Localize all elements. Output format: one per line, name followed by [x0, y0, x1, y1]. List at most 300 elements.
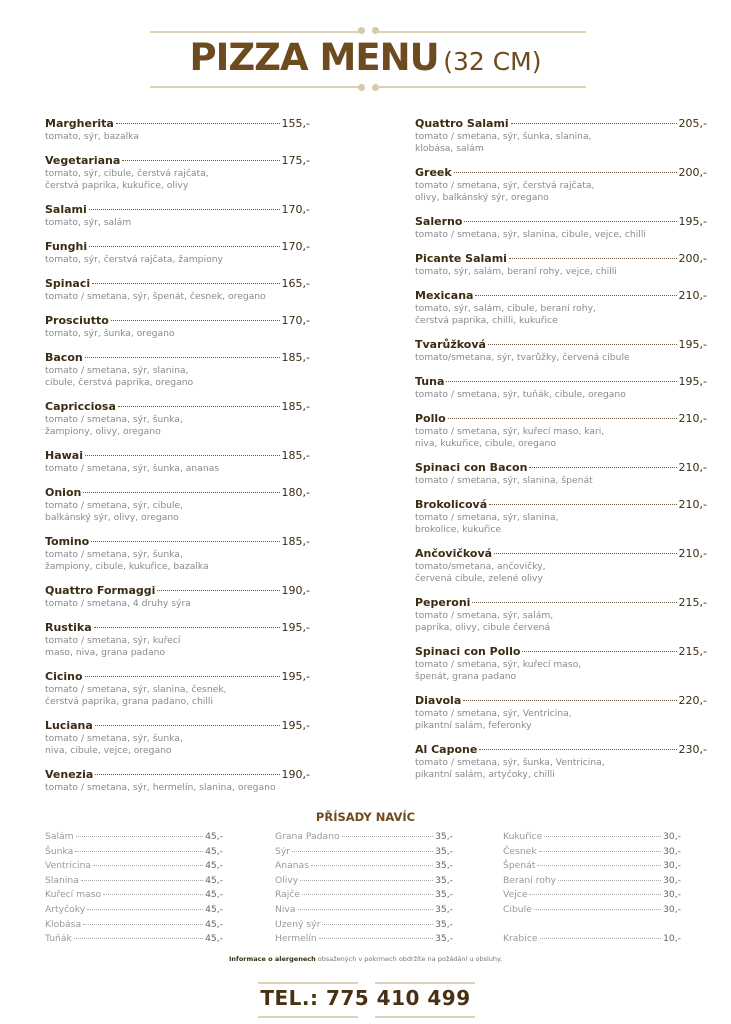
menu-item-header	[415, 117, 707, 131]
extra-name: Klobása	[45, 918, 82, 930]
phone-bottom-rule-right	[375, 1016, 475, 1018]
pizza-price: 195,-	[678, 375, 707, 388]
pizza-price: 195,-	[281, 621, 310, 634]
menu-item	[415, 743, 707, 781]
dot-leader	[472, 602, 676, 603]
menu-item	[45, 621, 310, 659]
menu-item-header	[415, 375, 707, 389]
pizza-price: 215,-	[678, 596, 707, 609]
pizza-name: Onion	[45, 486, 82, 499]
menu-item	[415, 547, 707, 585]
dot-leader	[111, 320, 280, 321]
extra-item	[275, 932, 453, 947]
allergen-note	[0, 955, 731, 963]
pizza-ingredients: paprika, olivy, cibule červená	[415, 622, 551, 633]
pizza-ingredients: tomato / smetana, sýr, slanina, česnek,	[45, 684, 227, 695]
extra-price: 35,-	[435, 903, 453, 915]
pizza-price: 155,-	[281, 117, 310, 130]
pizza-price: 215,-	[678, 645, 707, 658]
pizza-ingredients: tomato / smetana, sýr, salám,	[415, 610, 554, 621]
extra-item	[45, 859, 223, 874]
dot-leader	[454, 172, 677, 173]
pizza-name: Tvarůžková	[415, 338, 486, 351]
pizza-price: 210,-	[678, 289, 707, 302]
pizza-name: Tomino	[45, 535, 90, 548]
dot-leader	[83, 492, 279, 493]
pizza-ingredients: olivy, balkánský sýr, oregano	[415, 192, 549, 203]
pizza-ingredients: tomato / smetana, sýr, hermelín, slanina, oregano	[45, 782, 276, 793]
extra-price: 35,-	[435, 831, 453, 842]
pizza-ingredients: pikantní salám, artyčoky, chilli	[415, 769, 555, 780]
dot-leader	[95, 774, 279, 775]
dot-leader	[95, 725, 280, 726]
pizza-ingredients: tomato / smetana, sýr, čerstvá rajčata,	[415, 180, 595, 191]
pizza-ingredients: tomato / smetana, sýr, slanina,	[415, 512, 559, 523]
extra-item	[503, 830, 681, 845]
pizza-ingredients: tomato / smetana, sýr, tuňák, cibule, oregano	[415, 389, 626, 400]
extra-name: Kuřecí maso	[45, 889, 102, 901]
menu-item	[415, 338, 707, 364]
pizza-ingredients: tomato / smetana, sýr, Ventricina,	[415, 708, 572, 719]
pizza-ingredients: tomato/smetana, sýr, tvarůžky, červená cibule	[415, 352, 630, 363]
pizza-price: 190,-	[281, 768, 310, 781]
dot-leader	[509, 258, 677, 259]
page-title	[0, 36, 731, 79]
pizza-name: Greek	[415, 166, 452, 179]
extra-name: Ventricina	[45, 860, 92, 872]
extra-price: 45,-	[205, 874, 223, 886]
menu-item-header	[415, 215, 707, 229]
dot-leader	[494, 553, 676, 554]
extra-item	[45, 845, 223, 860]
pizza-price: 170,-	[281, 314, 310, 327]
dot-leader	[529, 894, 661, 895]
pizza-price: 170,-	[281, 240, 310, 253]
pizza-list-left	[45, 117, 310, 805]
extra-item	[503, 932, 681, 947]
menu-item-header	[45, 719, 310, 733]
pizza-name: Mexicana	[415, 289, 474, 302]
extra-name: Grana Padano	[275, 831, 340, 842]
pizza-name: Capricciosa	[45, 400, 116, 413]
pizza-ingredients: tomato / smetana, sýr, slanina,	[45, 365, 189, 376]
extra-price: 30,-	[663, 845, 681, 857]
dot-leader	[464, 221, 676, 222]
menu-item-header	[45, 584, 310, 598]
pizza-price: 185,-	[281, 535, 310, 548]
pizza-price: 200,-	[678, 252, 707, 265]
pizza-name: Quattro Formaggi	[45, 584, 156, 597]
pizza-ingredients: tomato / smetana, sýr, slanina, cibule, vejce, chilli	[415, 229, 646, 240]
pizza-price: 190,-	[281, 584, 310, 597]
phone-number: TEL.: 775 410 499	[260, 986, 471, 1010]
pizza-price: 210,-	[678, 498, 707, 511]
pizza-ingredients: žampiony, olivy, oregano	[45, 426, 161, 437]
menu-item	[45, 400, 310, 438]
extras-spacer	[503, 918, 681, 933]
dot-leader	[94, 627, 280, 628]
menu-item	[415, 215, 707, 241]
extra-name: Uzený sýr	[275, 918, 321, 930]
pizza-ingredients: tomato, sýr, salám, beraní rohy, vejce, chilli	[415, 266, 617, 277]
extra-price: 45,-	[205, 933, 223, 945]
dot-leader	[558, 880, 661, 881]
extra-name: Špenát	[503, 860, 536, 872]
extra-item	[503, 859, 681, 874]
pizza-name: Spinaci	[45, 277, 91, 290]
dot-leader	[475, 295, 676, 296]
pizza-name: Margherita	[45, 117, 114, 130]
dot-leader	[540, 938, 662, 939]
title-main: PIZZA MENU	[189, 36, 439, 79]
pizza-ingredients: tomato, sýr, cibule, čerstvá rajčata,	[45, 168, 209, 179]
pizza-ingredients: tomato / smetana, 4 druhy sýra	[45, 598, 191, 609]
menu-item-header	[45, 117, 310, 131]
pizza-name: Brokolicová	[415, 498, 488, 511]
extra-item	[503, 845, 681, 860]
pizza-ingredients: čerstvá paprika, chilli, kukuřice	[415, 315, 558, 326]
menu-item	[415, 412, 707, 450]
pizza-ingredients: tomato, sýr, salám	[45, 217, 132, 228]
menu-item	[45, 486, 310, 524]
extra-name: Sýr	[275, 845, 291, 857]
title-ornament	[358, 84, 365, 91]
pizza-ingredients: pikantní salám, feferonky	[415, 720, 532, 731]
menu-item-header	[415, 461, 707, 475]
pizza-ingredients: klobása, salám	[415, 143, 484, 154]
pizza-ingredients: tomato / smetana, sýr, slanina, špenát	[415, 475, 593, 486]
extra-price: 35,-	[435, 860, 453, 872]
extra-name: Cibule	[503, 903, 532, 915]
extra-item	[45, 888, 223, 903]
pizza-ingredients: tomato / smetana, sýr, šunka, slanina,	[415, 131, 592, 142]
extra-name: Ananas	[275, 860, 309, 872]
dot-leader	[479, 749, 676, 750]
pizza-ingredients: tomato/smetana, ančovičky,	[415, 561, 546, 572]
dot-leader	[534, 909, 661, 910]
dot-leader	[446, 381, 676, 382]
menu-item	[415, 375, 707, 401]
dot-leader	[300, 880, 433, 881]
dot-leader	[463, 700, 676, 701]
menu-item-header	[415, 289, 707, 303]
dot-leader	[103, 894, 203, 895]
menu-item-header	[45, 621, 310, 635]
extra-price: 10,-	[663, 933, 681, 945]
dot-leader	[122, 160, 279, 161]
pizza-price: 205,-	[678, 117, 707, 130]
extras-column	[503, 830, 681, 947]
pizza-ingredients: tomato, sýr, bazalka	[45, 131, 139, 142]
pizza-price: 195,-	[678, 338, 707, 351]
menu-item-header	[45, 277, 310, 291]
title-top-rule-right	[376, 31, 586, 33]
dot-leader	[319, 938, 433, 939]
pizza-ingredients: tomato / smetana, sýr, šunka, ananas	[45, 463, 220, 474]
pizza-ingredients: tomato / smetana, sýr, šunka, Ventricina,	[415, 757, 605, 768]
dot-leader	[93, 865, 203, 866]
extra-name: Tuňák	[45, 933, 72, 945]
pizza-list-right	[415, 117, 707, 792]
pizza-name: Tuna	[415, 375, 445, 388]
menu-item	[415, 166, 707, 204]
pizza-ingredients: tomato / smetana, sýr, šunka,	[45, 414, 183, 425]
pizza-name: Pollo	[415, 412, 446, 425]
dot-leader	[87, 909, 203, 910]
extra-price: 30,-	[663, 874, 681, 886]
menu-item	[45, 535, 310, 573]
menu-item-header	[45, 449, 310, 463]
menu-item	[45, 768, 310, 794]
extra-item	[275, 830, 453, 845]
pizza-price: 175,-	[281, 154, 310, 167]
extra-item	[275, 845, 453, 860]
dot-leader	[118, 406, 280, 407]
pizza-ingredients: maso, niva, grana padano	[45, 647, 166, 658]
pizza-ingredients: čerstvá paprika, grana padano, chilli	[45, 696, 214, 707]
pizza-name: Rustika	[45, 621, 92, 634]
allergen-note-text: obsažených v pokrmech obdržíte na požádání u obsluhy.	[315, 955, 503, 963]
dot-leader	[544, 836, 661, 837]
pizza-price: 185,-	[281, 351, 310, 364]
pizza-price: 195,-	[281, 719, 310, 732]
extra-name: Rajče	[275, 889, 301, 901]
phone-top-rule-right	[375, 982, 475, 984]
extra-item	[275, 859, 453, 874]
pizza-ingredients: balkánský sýr, olivy, oregano	[45, 512, 179, 523]
menu-item	[45, 117, 310, 143]
extra-name: Olivy	[275, 874, 299, 886]
dot-leader	[489, 504, 676, 505]
pizza-name: Quattro Salami	[415, 117, 509, 130]
extra-price: 45,-	[205, 903, 223, 915]
pizza-ingredients: tomato / smetana, sýr, kuřecí	[45, 635, 181, 646]
extra-item	[45, 903, 223, 918]
menu-item	[415, 252, 707, 278]
extra-price: 45,-	[205, 860, 223, 872]
pizza-name: Prosciutto	[45, 314, 109, 327]
pizza-ingredients: červená cibule, zelené olivy	[415, 573, 543, 584]
dot-leader	[92, 283, 279, 284]
menu-item	[45, 719, 310, 757]
extra-price: 45,-	[205, 845, 223, 857]
pizza-name: Luciana	[45, 719, 93, 732]
menu-item	[45, 351, 310, 389]
pizza-price: 230,-	[678, 743, 707, 756]
pizza-ingredients: tomato / smetana, sýr, kuřecí maso,	[415, 659, 582, 670]
pizza-name: Ančovičková	[415, 547, 493, 560]
dot-leader	[89, 209, 280, 210]
extra-name: Slanina	[45, 874, 79, 886]
pizza-ingredients: niva, cibule, vejce, oregano	[45, 745, 172, 756]
menu-item-header	[415, 166, 707, 180]
pizza-name: Diavola	[415, 694, 462, 707]
extras-title: PŘÍSADY NAVÍC	[315, 810, 416, 824]
pizza-name: Peperoni	[415, 596, 471, 609]
menu-item-header	[415, 338, 707, 352]
extra-price: 45,-	[205, 918, 223, 930]
extra-name: Vejce	[503, 889, 528, 901]
pizza-ingredients: tomato / smetana, sýr, cibule,	[45, 500, 184, 511]
extra-price: 35,-	[435, 845, 453, 857]
pizza-name: Salami	[45, 203, 87, 216]
pizza-price: 180,-	[281, 486, 310, 499]
pizza-name: Picante Salami	[415, 252, 507, 265]
dot-leader	[91, 541, 279, 542]
dot-leader	[522, 651, 676, 652]
pizza-name: Venezia	[45, 768, 94, 781]
extra-price: 45,-	[205, 831, 223, 842]
dot-leader	[83, 924, 203, 925]
extra-price: 30,-	[663, 831, 681, 842]
menu-item-header	[45, 314, 310, 328]
pizza-ingredients: tomato, sýr, salám, cibule, beraní rohy,	[415, 303, 596, 314]
extra-item	[275, 903, 453, 918]
dot-leader	[302, 894, 433, 895]
pizza-ingredients: cibule, čerstvá paprika, oregano	[45, 377, 194, 388]
dot-leader	[529, 467, 676, 468]
title-size: (32 CM)	[443, 47, 542, 76]
menu-item-header	[45, 400, 310, 414]
menu-item	[45, 277, 310, 303]
extra-item	[45, 830, 223, 845]
extra-price: 35,-	[435, 933, 453, 945]
extras-column	[45, 830, 223, 947]
pizza-ingredients: špenát, grana padano	[415, 671, 517, 682]
extra-price: 35,-	[435, 918, 453, 930]
title-top-rule-left	[150, 31, 362, 33]
pizza-price: 165,-	[281, 277, 310, 290]
menu-item-header	[415, 252, 707, 266]
extra-name: Kukuřice	[503, 831, 543, 842]
pizza-ingredients: tomato, sýr, čerstvá rajčata, žampiony	[45, 254, 223, 265]
menu-item	[415, 694, 707, 732]
menu-item	[415, 498, 707, 536]
menu-item	[415, 461, 707, 487]
extras-column	[275, 830, 453, 947]
pizza-name: Spinaci con Pollo	[415, 645, 521, 658]
pizza-name: Cicino	[45, 670, 83, 683]
menu-item-header	[415, 547, 707, 561]
extra-price: 30,-	[663, 903, 681, 915]
extra-name: Artyčoky	[45, 903, 86, 915]
pizza-ingredients: tomato / smetana, sýr, kuřecí maso, kari,	[415, 426, 605, 437]
pizza-ingredients: niva, kukuřice, cibule, oregano	[415, 438, 556, 449]
dot-leader	[311, 865, 433, 866]
dot-leader	[75, 851, 203, 852]
pizza-name: Hawai	[45, 449, 83, 462]
dot-leader	[85, 357, 280, 358]
extra-price: 30,-	[663, 889, 681, 901]
extra-name: Šunka	[45, 845, 74, 857]
pizza-name: Funghi	[45, 240, 88, 253]
menu-item	[45, 203, 310, 229]
extra-item	[503, 903, 681, 918]
extra-price: 35,-	[435, 889, 453, 901]
pizza-name: Al Capone	[415, 743, 478, 756]
dot-leader	[322, 924, 433, 925]
dot-leader	[342, 836, 433, 837]
pizza-price: 210,-	[678, 547, 707, 560]
extra-price: 35,-	[435, 874, 453, 886]
menu-item-header	[415, 498, 707, 512]
menu-item-header	[415, 743, 707, 757]
menu-item-header	[415, 596, 707, 610]
pizza-name: Salerno	[415, 215, 463, 228]
extra-item	[503, 888, 681, 903]
pizza-price: 210,-	[678, 412, 707, 425]
dot-leader	[511, 123, 677, 124]
pizza-ingredients: tomato / smetana, sýr, šunka,	[45, 733, 183, 744]
dot-leader	[488, 344, 677, 345]
menu-item	[45, 449, 310, 475]
menu-item-header	[45, 768, 310, 782]
menu-item	[415, 596, 707, 634]
extra-name: Beraní rohy	[503, 874, 557, 886]
title-bottom-rule-left	[150, 86, 362, 88]
title-ornament	[358, 27, 365, 34]
extra-name: Salám	[45, 831, 74, 842]
menu-item	[45, 670, 310, 708]
extra-item	[275, 888, 453, 903]
menu-item-header	[45, 203, 310, 217]
menu-item-header	[45, 351, 310, 365]
dot-leader	[74, 938, 203, 939]
dot-leader	[539, 851, 661, 852]
menu-item-header	[415, 645, 707, 659]
menu-item	[415, 645, 707, 683]
dot-leader	[85, 676, 280, 677]
extra-item	[275, 874, 453, 889]
menu-item	[415, 117, 707, 155]
dot-leader	[157, 590, 279, 591]
extra-price: 45,-	[205, 889, 223, 901]
dot-leader	[116, 123, 280, 124]
extra-item	[45, 874, 223, 889]
extra-item	[45, 918, 223, 933]
extra-item	[275, 918, 453, 933]
dot-leader	[292, 851, 433, 852]
extra-name: Česnek	[503, 845, 537, 857]
pizza-ingredients: tomato / smetana, sýr, šunka,	[45, 549, 183, 560]
menu-item	[45, 314, 310, 340]
dot-leader	[537, 865, 661, 866]
menu-item	[415, 289, 707, 327]
pizza-price: 185,-	[281, 449, 310, 462]
extra-name: Krabice	[503, 933, 538, 945]
menu-item-header	[415, 694, 707, 708]
menu-item-header	[45, 670, 310, 684]
extra-item	[503, 874, 681, 889]
pizza-price: 195,-	[678, 215, 707, 228]
pizza-name: Vegetariana	[45, 154, 121, 167]
allergen-note-bold: Informace o alergenech	[228, 955, 316, 963]
pizza-price: 200,-	[678, 166, 707, 179]
dot-leader	[448, 418, 677, 419]
pizza-price: 170,-	[281, 203, 310, 216]
menu-item	[45, 240, 310, 266]
pizza-price: 185,-	[281, 400, 310, 413]
pizza-ingredients: čerstvá paprika, kukuřice, olivy	[45, 180, 189, 191]
menu-item-header	[45, 240, 310, 254]
pizza-price: 195,-	[281, 670, 310, 683]
phone-bottom-rule-left	[258, 1016, 358, 1018]
menu-item	[45, 154, 310, 192]
pizza-ingredients: tomato, sýr, šunka, oregano	[45, 328, 175, 339]
menu-item-header	[45, 535, 310, 549]
extra-name: Niva	[275, 903, 296, 915]
menu-item-header	[45, 154, 310, 168]
